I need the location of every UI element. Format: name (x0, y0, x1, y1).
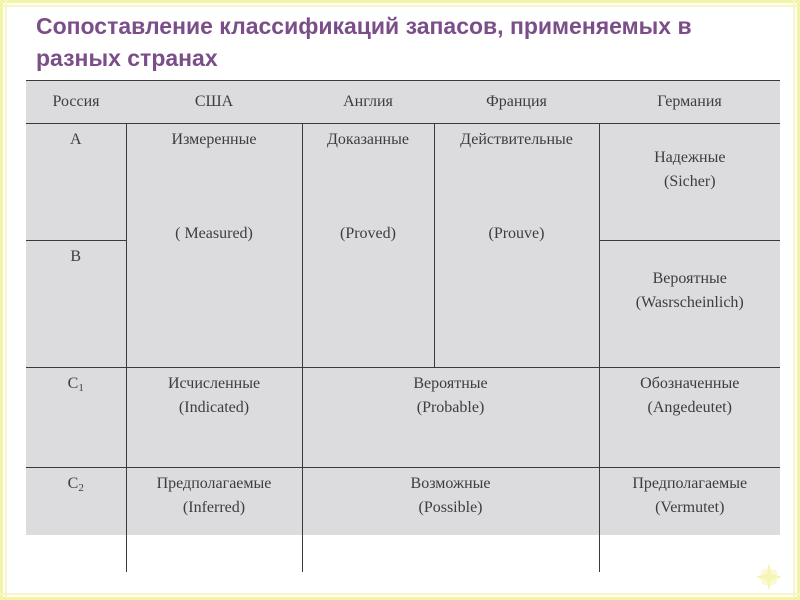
cell-russia-b: В (26, 241, 126, 368)
cell-france-prouve (434, 124, 599, 368)
eng-fr-probable-en: (Probable) (416, 399, 485, 416)
reserves-classification-table (26, 80, 780, 572)
header-usa: США (126, 81, 302, 124)
cell-germany-wahrscheinlich (599, 241, 780, 368)
germany-vermutet-ru: Предполагаемые (632, 475, 748, 492)
russia-c1-letter: С (67, 375, 79, 392)
cell-russia-c1 (26, 368, 126, 468)
cell-eng-fr-possible (302, 468, 599, 573)
france-prouve-en: (Prouve) (488, 225, 545, 242)
germany-angedeutet-de: (Angedeutet) (647, 399, 732, 416)
usa-measured-en: ( Measured) (175, 225, 253, 242)
slide-title: Сопоставление классификаций запасов, применяемых в разных странах (36, 13, 692, 71)
cell-usa-indicated (126, 368, 302, 468)
cell-england-proved (302, 124, 434, 368)
eng-fr-possible-en: (Possible) (418, 499, 483, 516)
cell-russia-c2 (26, 468, 126, 573)
cell-germany-angedeutet (599, 368, 780, 468)
eng-fr-possible-ru: Возможные (410, 475, 491, 492)
table-header-row (26, 81, 780, 124)
germany-probable-de: (Wasrscheinlich) (635, 294, 744, 311)
cell-usa-measured (126, 124, 302, 368)
header-germany: Германия (599, 81, 780, 124)
header-france: Франция (434, 81, 599, 124)
england-proved-ru: Доказанные (327, 131, 409, 148)
france-prouve-ru: Действительные (460, 131, 573, 148)
germany-sicher-ru: Надежные (654, 149, 726, 166)
spacer (307, 152, 430, 222)
slide-border-bottom-inner (0, 593, 800, 595)
usa-inferred-ru: Предполагаемые (156, 475, 272, 492)
slide-border-left-inner (5, 0, 7, 600)
russia-c2-letter: С (67, 475, 79, 492)
cell-germany-vermutet (599, 468, 780, 573)
slide-border-top-inner (0, 5, 800, 7)
cell-germany-sicher (599, 124, 780, 241)
table-row-c1 (26, 368, 780, 468)
spacer (131, 152, 298, 222)
reserves-table-container (26, 80, 780, 535)
eng-fr-probable-ru: Вероятные (413, 375, 488, 392)
table-row-a (26, 124, 780, 241)
header-england: Англия (302, 81, 434, 124)
russia-c1-subscript: 1 (78, 382, 84, 394)
spacer (439, 152, 595, 222)
germany-sicher-de: (Sicher) (663, 173, 716, 190)
cell-russia-a: А (26, 124, 126, 241)
slide-border-left (0, 0, 3, 600)
usa-indicated-en: (Indicated) (178, 399, 250, 416)
table-row-c2 (26, 468, 780, 573)
england-proved-en: (Proved) (340, 225, 396, 242)
sparkle-bullet-icon (754, 562, 784, 592)
slide-border-top (0, 0, 800, 3)
germany-angedeutet-ru: Обозначенные (640, 375, 740, 392)
usa-inferred-en: (Inferred) (182, 499, 246, 516)
usa-measured-ru: Измеренные (171, 131, 257, 148)
slide-border-right-inner (793, 0, 795, 600)
usa-indicated-ru: Исчисленные (167, 375, 261, 392)
germany-vermutet-de: (Vermutet) (655, 499, 725, 516)
russia-c2-subscript: 2 (78, 482, 84, 494)
cell-usa-inferred (126, 468, 302, 573)
header-russia: Россия (26, 81, 126, 124)
germany-probable-ru: Вероятные (652, 270, 727, 287)
cell-eng-fr-probable (302, 368, 599, 468)
